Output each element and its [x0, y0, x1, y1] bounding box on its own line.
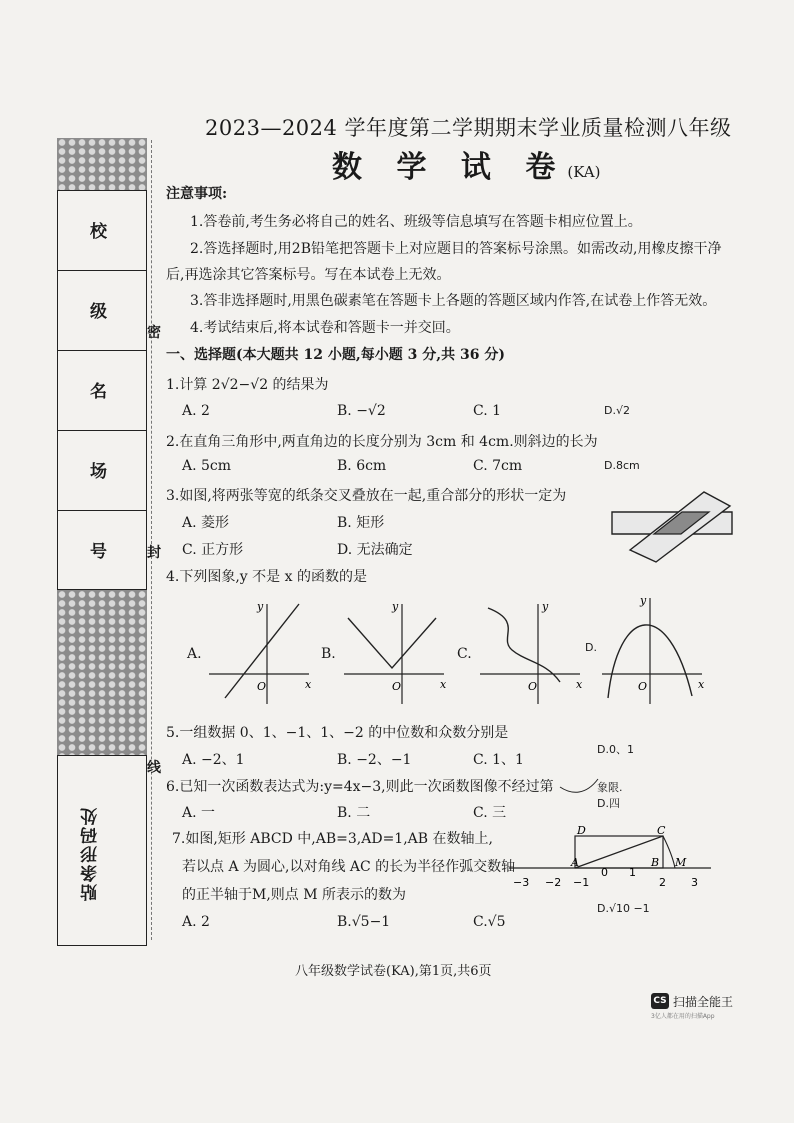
exam-subtitle: 数 学 试 卷(KA) — [332, 150, 601, 185]
q1-opt-a[interactable]: A. 2 — [182, 403, 210, 419]
q2-opt-c[interactable]: C. 7cm — [473, 458, 523, 474]
q7-opt-c[interactable]: C.√5 — [473, 914, 506, 930]
q7-tick-m3: −3 — [513, 876, 530, 889]
scanner-name: 扫描全能王 — [673, 995, 734, 1009]
q4-label-d[interactable]: D. — [585, 641, 597, 654]
q7-opt-a[interactable]: A. 2 — [182, 914, 210, 930]
q6-opt-b[interactable]: B. 二 — [337, 805, 371, 821]
hex-pattern-top — [57, 138, 147, 190]
q1-opt-b[interactable]: B. −√2 — [337, 403, 386, 419]
q3-stem: 3.如图,将两张等宽的纸条交叉叠放在一起,重合部分的形状一定为 — [166, 488, 567, 504]
note-3: 3.答非选择题时,用黑色碳素笔在答题卡上各题的答题区域内作答,在试卷上作答无效。 — [190, 293, 717, 309]
graph-c-origin: O — [528, 680, 538, 693]
q7-tick-0: 0 — [601, 866, 608, 879]
q7-point-d: D — [577, 824, 586, 837]
q5-opt-b[interactable]: B. −2、−1 — [337, 752, 412, 768]
q6-opt-c[interactable]: C. 三 — [473, 805, 507, 821]
q6-opt-a[interactable]: A. 一 — [182, 805, 216, 821]
q3-paper-strips-figure — [608, 490, 738, 560]
q7-tick-1: 1 — [629, 866, 636, 879]
q7-diagonal-ac — [575, 836, 663, 868]
note-4: 4.考试结束后,将本试卷和答题卡一并交回。 — [190, 320, 460, 336]
q2-opt-a[interactable]: A. 5cm — [182, 458, 232, 474]
q7-tick-m1: −1 — [573, 876, 590, 889]
q6-blank-arc — [558, 775, 600, 795]
q5-opt-a[interactable]: A. −2、1 — [182, 752, 245, 768]
seal-mark-xian: 线 — [147, 760, 161, 776]
graph-d-x-label: x — [698, 678, 705, 691]
barcode-label: 贴条形码处 — [81, 806, 101, 901]
q7-arc — [663, 836, 675, 868]
q7-point-c: C — [657, 824, 666, 837]
q5-opt-d[interactable]: D.0、1 — [597, 743, 634, 756]
q7-stem-line1: 7.如图,矩形 ABCD 中,AB=3,AD=1,AB 在数轴上, — [172, 831, 493, 847]
q7-stem-line2: 若以点 A 为圆心,以对角线 AC 的长为半径作弧交数轴 — [182, 859, 516, 875]
graph-d-y-label: y — [640, 594, 647, 607]
school-field[interactable]: 校 — [58, 191, 146, 271]
q6-stem: 6.已知一次函数表达式为:y=4x−3,则此一次函数图像不经过第 — [166, 779, 554, 795]
q3-opt-a[interactable]: A. 菱形 — [182, 515, 230, 531]
graph-b-x-label: x — [440, 678, 447, 691]
q3-opt-c[interactable]: C. 正方形 — [182, 542, 244, 558]
q7-point-m: M — [675, 856, 687, 869]
hex-pattern-middle — [57, 590, 147, 755]
q7-tick-3: 3 — [691, 876, 698, 889]
q7-point-a: A — [571, 856, 579, 869]
q2-opt-b[interactable]: B. 6cm — [337, 458, 387, 474]
q6-stem-tail: 象限. — [597, 781, 623, 794]
q7-tick-m2: −2 — [545, 876, 562, 889]
q2-opt-d[interactable]: D.8cm — [604, 459, 640, 472]
graph-d-origin: O — [638, 680, 648, 693]
q4-stem: 4.下列图象,y 不是 x 的函数的是 — [166, 569, 367, 585]
q7-opt-d[interactable]: D.√10 −1 — [597, 902, 650, 915]
note-2: 2.答选择题时,用2B铅笔把答题卡上对应题目的答案标号涂黑。如需改动,用橡皮擦干净 — [190, 241, 722, 257]
graph-b-origin: O — [392, 680, 402, 693]
seat-number-field[interactable]: 号 — [90, 542, 107, 562]
q2-stem: 2.在直角三角形中,两直角边的长度分别为 3cm 和 4cm.则斜边的长为 — [166, 434, 598, 450]
q4-graph-d — [598, 592, 708, 708]
q3-opt-b[interactable]: B. 矩形 — [337, 515, 385, 531]
note-2-cont: 后,再选涂其它答案标号。写在本试卷上无效。 — [166, 267, 451, 283]
q1-opt-d[interactable]: D.√2 — [604, 404, 630, 417]
q7-tick-2: 2 — [659, 876, 666, 889]
graph-c-s-curve — [488, 608, 560, 682]
q7-point-b: B — [651, 856, 660, 869]
q1-stem: 1.计算 2√2−√2 的结果为 — [166, 377, 329, 393]
seal-mark-feng: 封 — [147, 545, 161, 561]
seal-mark-mi: 密 — [147, 325, 161, 341]
q4-label-b[interactable]: B. — [321, 646, 336, 662]
graph-a-x-label: x — [305, 678, 312, 691]
seal-dashed-line — [151, 140, 152, 940]
graph-a-origin: O — [257, 680, 267, 693]
exam-room-field[interactable]: 场 — [58, 431, 146, 511]
scanner-watermark — [651, 993, 791, 1023]
binding-column — [57, 138, 147, 946]
q4-graph-b — [340, 598, 450, 708]
exam-title: 2023—2024 学年度第二学期期末学业质量检测八年级 — [205, 116, 732, 140]
q4-label-a[interactable]: A. — [187, 646, 202, 662]
notes-heading: 注意事项: — [166, 186, 228, 202]
note-1: 1.答卷前,考生务必将自己的姓名、班级等信息填写在答题卡相应位置上。 — [190, 214, 642, 230]
q6-opt-d[interactable]: D.四 — [597, 797, 620, 810]
q7-number-line-figure — [505, 822, 715, 894]
graph-c-x-label: x — [576, 678, 583, 691]
student-info-box — [57, 190, 147, 590]
q3-opt-d[interactable]: D. 无法确定 — [337, 542, 413, 558]
section-heading: 一、选择题(本大题共 12 小题,每小题 3 分,共 36 分) — [166, 347, 505, 363]
q7-stem-line3: 的正半轴于M,则点 M 所表示的数为 — [182, 887, 407, 903]
scanner-tagline: 3亿人都在用的扫描App — [651, 1013, 715, 1020]
graph-a-y-label: y — [257, 600, 264, 613]
q6-blank-stroke — [560, 779, 598, 792]
q4-graph-a — [205, 598, 315, 708]
graph-c-y-label: y — [542, 600, 549, 613]
page-footer: 八年级数学试卷(KA),第1页,共6页 — [295, 964, 492, 979]
q1-opt-c[interactable]: C. 1 — [473, 403, 502, 419]
graph-b-y-label: y — [392, 600, 399, 613]
name-field[interactable]: 名 — [58, 351, 146, 431]
q4-label-c[interactable]: C. — [457, 646, 472, 662]
q7-opt-b[interactable]: B.√5−1 — [337, 914, 391, 930]
class-field[interactable]: 级 — [58, 271, 146, 351]
cs-logo-icon: CS — [651, 993, 669, 1009]
barcode-area — [57, 755, 147, 946]
q5-stem: 5.一组数据 0、1、−1、1、−2 的中位数和众数分别是 — [166, 725, 509, 741]
q5-opt-c[interactable]: C. 1、1 — [473, 752, 524, 768]
q4-graph-c — [476, 598, 586, 708]
graph-b-v-curve — [348, 618, 436, 668]
